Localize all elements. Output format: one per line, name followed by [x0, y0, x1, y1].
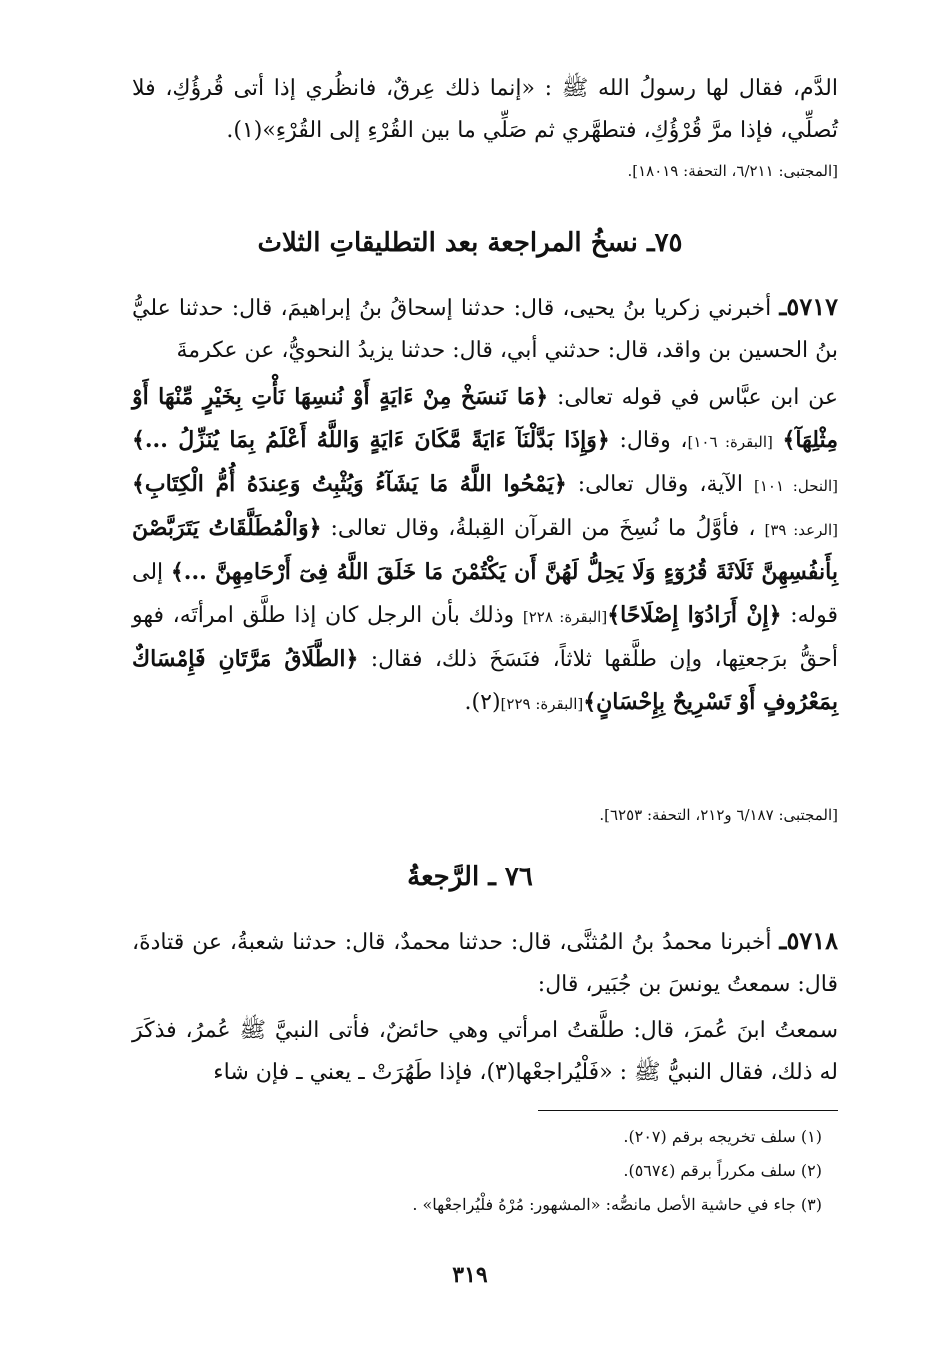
isnad-text: أخبرني زكريا بنُ يحيى، قال: حدثنا إسحاقُ بنُ إبراهيمَ، قال: حدثنا عليُّ بنُ الحسين بن واقد، قال: حدثني أبي، قال: حدثنا يزيدُ النحويُّ، عن عكرمةَ [132, 296, 838, 363]
hadith-5717-reference-block [132, 802, 838, 828]
matn-text: ، فأوَّلُ ما نُسِخَ من القرآن القِبلةُ، وقال تعالى: [330, 516, 756, 541]
hadith-number: ٥٧١٧ـ [779, 292, 838, 321]
hadith-5717-matn [132, 376, 838, 725]
footnote-marker: (٢). [464, 690, 501, 715]
hadith-5717-reference: [المجتبى: ٦/١٨٧ و٢١٢، التحفة: ٦٢٥٣]. [599, 806, 838, 824]
footnote-separator [538, 1110, 838, 1111]
matn-text: عن ابن عبَّاس في قوله تعالى: [556, 385, 838, 410]
footnote-1: (١) سلف تخريجه برقم (٢٠٧). [623, 1127, 822, 1146]
matn-text: وذلك بأن الرجل كان إذا طلَّق امرأتَه، فهو أحقُّ برَجعتِها، وإن طلَّقها ثلاثاً، فنَسَخَ ذلك، فقال: [132, 603, 838, 672]
hadith-5718-isnad [132, 920, 838, 1006]
footnote-2: (٢) سلف مكرراً برقم (٥٦٧٤). [623, 1161, 822, 1180]
verse-reference: [البقرة: ١٠٦] [687, 433, 773, 451]
footnotes [132, 1120, 822, 1222]
hadith-5717-isnad [132, 286, 838, 372]
verse-reference: [البقرة: ٢٢٨] [522, 608, 608, 626]
continuation-text: الدَّم، فقال لها رسولُ الله ﷺ : «إنما ذلك عِرقٌ، فانظُري إذا أتى قُرؤُكِ، فلا تُصلِّي، فإذا مرَّ قُرْؤُكِ، فتطهَّري ثم صَلِّي ما بين القُرْءِ إلى القُرْءِ»(١). [132, 76, 838, 143]
matn-text: ، وقال: [619, 428, 688, 453]
hadith-5718-matn: سمعتُ ابنَ عُمرَ، قال: طلَّقتُ امرأتي وهي حائضٌ، فأتى النبيَّ ﷺ عُمرُ، فذكَرَ له ذلك، فقال النبيُّ ﷺ : «فَلْيُراجعْها(٣)، فإذا طَهُرَتْ ـ يعني ـ فإن شاء [132, 1018, 838, 1085]
isnad-text: أخبرنا محمدُ بنُ المُثنَّى، قال: حدثنا محمدٌ، قال: حدثنا شعبةُ، عن قتادةَ، قال: سمعتُ يونسَ بن جُبَير، قال: [132, 930, 838, 997]
continuation-reference: [المجتبى: ٦/٢١١، التحفة: ١٨٠١٩]. [627, 162, 838, 180]
matn-text: إلى قوله: [132, 560, 838, 628]
quran-verse: ﴿إِنْ أَرَادُوٓا إِصْلَاحًا﴾ [607, 602, 782, 628]
quran-verse: ﴿الطَّلَاقُ مَرَّتَانِ فَإِمْسَاكٌ بِمَعْرُوفٍ أَوْ تَسْرِيحٌ بِإِحْسَانٍ﴾ [132, 646, 838, 715]
hadith-5717 [132, 286, 838, 725]
section-75-title: ٧٥ـ نسخُ المراجعة بعد التطليقاتِ الثلاث [257, 228, 683, 258]
quran-verse: ﴿مَا نَنسَخْ مِنْ ءَايَةٍ أَوْ نُنسِهَا نَأْتِ بِخَيْرٍ مِّنْهَا أَوْ مِثْلِهَآ﴾ [132, 384, 838, 453]
quran-verse: ﴿وَإِذَا بَدَّلْنَآ ءَايَةً مَّكَانَ ءَايَةٍ وَاللَّهُ أَعْلَمُ بِمَا يُنَزِّلُ ...﴾ [132, 427, 610, 453]
page-number: ٣١٩ [452, 1262, 488, 1288]
matn-text: الآية، وقال تعالى: [577, 472, 755, 497]
verse-reference: [البقرة: ٢٢٩] [500, 695, 584, 713]
verse-reference: [الرعد: ٣٩] [764, 521, 838, 539]
section-76-title: ٧٦ ـ الرَّجعةُ [407, 862, 533, 892]
hadith-number: ٥٧١٨ـ [779, 926, 838, 955]
hadith-5718 [132, 920, 838, 1094]
quran-verse: ﴿يَمْحُوا اللَّهُ مَا يَشَآءُ وَيُثْبِتُ وَعِندَهُ أُمُّ الْكِتَابِ﴾ [132, 471, 567, 497]
continuation-block [132, 68, 838, 184]
verse-reference: [النحل: ١٠١] [754, 477, 838, 495]
footnote-3: (٣) جاء في حاشية الأصل مانصُّه: «المشهور: مُرْهُ فلْيُراجعْها» . [412, 1195, 822, 1214]
quran-verse: ﴿وَالْمُطَلَّقَاتُ يَتَرَبَّصْنَ بِأَنفُسِهِنَّ ثَلَاثَةَ قُرُوٓءٍ وَلَا يَحِلُّ لَهُنَّ أَن يَكْتُمْنَ مَا خَلَقَ اللَّهُ فِىٓ أَرْحَامِهِنَّ ...﴾ [132, 515, 839, 585]
